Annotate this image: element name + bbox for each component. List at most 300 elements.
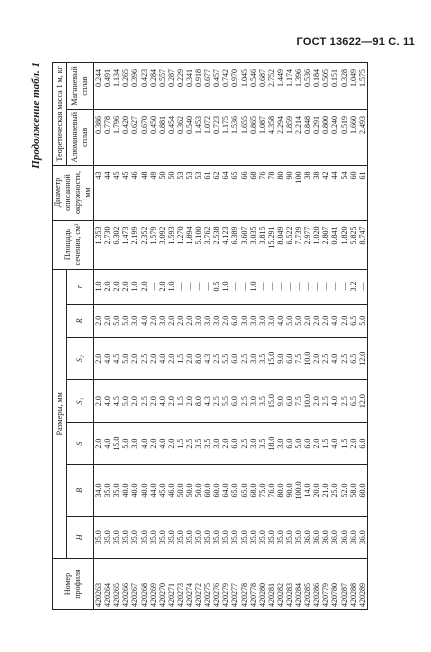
cell-profile-number: 420278	[240, 559, 249, 610]
table-row	[139, 63, 148, 610]
cell-mass-aluminium: 0.362	[176, 110, 185, 166]
cell-r-small: —	[285, 269, 294, 304]
cell-diameter: 100	[294, 165, 303, 220]
cell-diameter: 42	[321, 165, 330, 220]
cell-s2: 12.0	[358, 338, 368, 380]
cell-mass-aluminium: 2.214	[294, 110, 303, 166]
cell-diameter: 62	[212, 165, 221, 220]
cell-diameter: 54	[340, 165, 349, 220]
cell-h: 35.0	[240, 516, 249, 558]
cell-mass-magnesium: 2.752	[267, 63, 276, 110]
cell-s1: 2.0	[167, 380, 176, 422]
cell-s: 3.0	[212, 422, 221, 464]
cell-diameter: 53	[176, 165, 185, 220]
cell-r-big: 3.0	[130, 304, 139, 338]
table-row	[267, 63, 276, 610]
cell-mass-aluminium: 0.627	[130, 110, 139, 166]
table-row	[303, 63, 312, 610]
cell-h: 35.0	[258, 516, 267, 558]
cell-area: 1.270	[176, 220, 185, 269]
cell-profile-number: 420268	[139, 559, 148, 610]
cell-s1: 4.5	[112, 380, 121, 422]
cell-area: 6.389	[230, 220, 239, 269]
cell-mass-magnesium: 0.244	[94, 63, 104, 110]
cell-r-big: 2.0	[303, 304, 312, 338]
cell-s1: 2.5	[321, 380, 330, 422]
cell-r-small: —	[340, 269, 349, 304]
cell-mass-magnesium: 0.536	[303, 63, 312, 110]
cell-r-big: 6.5	[349, 304, 358, 338]
cell-area: 2.199	[130, 220, 139, 269]
cell-s: 5.0	[121, 422, 130, 464]
cell-r-big: 3.0	[258, 304, 267, 338]
cell-mass-magnesium: 1.575	[358, 63, 368, 110]
cell-b: 58.0	[349, 465, 358, 516]
cell-diameter: 78	[267, 165, 276, 220]
cell-s: 3.5	[203, 422, 212, 464]
cell-profile-number: 420265	[112, 559, 121, 610]
cell-h: 35.0	[267, 516, 276, 558]
cell-diameter: 60	[349, 165, 358, 220]
cell-profile-number: 420269	[149, 559, 158, 610]
cell-s2: 2.0	[94, 338, 104, 380]
table-body	[94, 63, 368, 610]
cell-diameter: 38	[312, 165, 321, 220]
cell-r-small: —	[194, 269, 203, 304]
cell-area: 3.607	[240, 220, 249, 269]
cell-s2: 9.0	[276, 338, 285, 380]
cell-mass-magnesium: 0.505	[321, 63, 330, 110]
cell-h: 35.0	[158, 516, 167, 558]
cell-r-small: —	[276, 269, 285, 304]
cell-diameter: 53	[194, 165, 203, 220]
cell-profile-number: 420273	[176, 559, 185, 610]
cell-h: 35.0	[112, 516, 121, 558]
cell-r-small: —	[294, 269, 303, 304]
cell-s: 5.0	[294, 422, 303, 464]
cell-diameter: 38	[303, 165, 312, 220]
cell-s2: 4.3	[203, 338, 212, 380]
cell-area: 8.049	[276, 220, 285, 269]
cell-diameter: 44	[330, 165, 339, 220]
cell-s2: 2.5	[212, 338, 221, 380]
cell-area: 6.522	[285, 220, 294, 269]
cell-area: 2.807	[321, 220, 330, 269]
cell-s2: 6.0	[285, 338, 294, 380]
col-area: Площадь сечения, см²	[53, 220, 94, 269]
cell-mass-magnesium: 0.546	[249, 63, 258, 110]
cell-mass-magnesium: 0.287	[167, 63, 176, 110]
cell-area: 4.123	[221, 220, 230, 269]
table-row	[330, 63, 339, 610]
cell-b: 90.0	[285, 465, 294, 516]
col-diameter: Диаметр описанной окружности, мм	[53, 165, 94, 220]
cell-r-small: 2.0	[139, 269, 148, 304]
cell-mass-aluminium: 0.454	[167, 110, 176, 166]
cell-area: 5.825	[349, 220, 358, 269]
cell-r-small: —	[176, 269, 185, 304]
cell-b: 20.0	[312, 465, 321, 516]
cell-s1: 12.0	[358, 380, 368, 422]
cell-mass-aluminium: 0.540	[185, 110, 194, 166]
table-row	[112, 63, 121, 610]
cell-s: 15.0	[112, 422, 121, 464]
cell-mass-magnesium: 0.457	[212, 63, 221, 110]
cell-r-big: 2.0	[167, 304, 176, 338]
cell-r-small: —	[267, 269, 276, 304]
profile-table	[52, 62, 368, 610]
cell-s1: 15.0	[267, 380, 276, 422]
cell-mass-aluminium: 0.420	[121, 110, 130, 166]
cell-s: 2.5	[185, 422, 194, 464]
cell-s: 2.0	[221, 422, 230, 464]
cell-s2: 3.0	[249, 338, 258, 380]
cell-b: 80.0	[276, 465, 285, 516]
cell-r-small: 2.0	[112, 269, 121, 304]
cell-s2: 1.5	[176, 338, 185, 380]
cell-mass-magnesium: 0.184	[312, 63, 321, 110]
table-row	[130, 63, 139, 610]
cell-s1: 3.0	[249, 380, 258, 422]
cell-r-big: 3.0	[240, 304, 249, 338]
cell-s: 6.0	[285, 422, 294, 464]
cell-b: 44.0	[149, 465, 158, 516]
cell-r-big: 5.0	[294, 304, 303, 338]
cell-mass-magnesium: 1.396	[294, 63, 303, 110]
cell-s: 6.0	[358, 422, 368, 464]
cell-s: 3.0	[130, 422, 139, 464]
cell-area: 15.291	[267, 220, 276, 269]
cell-profile-number: 420289	[358, 559, 368, 610]
col-R: R	[67, 304, 94, 338]
cell-h: 36.0	[340, 516, 349, 558]
cell-profile-number: 420780	[330, 559, 339, 610]
cell-r-small: —	[149, 269, 158, 304]
cell-profile-number: 420277	[230, 559, 239, 610]
cell-diameter: 61	[358, 165, 368, 220]
cell-mass-magnesium: 0.687	[258, 63, 267, 110]
cell-h: 35.0	[176, 516, 185, 558]
cell-r-small: —	[303, 269, 312, 304]
cell-s2: 2.0	[130, 338, 139, 380]
cell-mass-magnesium: 1.134	[112, 63, 121, 110]
cell-r-big: 5.0	[112, 304, 121, 338]
cell-diameter: 45	[112, 165, 121, 220]
cell-s: 2.0	[167, 422, 176, 464]
rotated-table-region	[24, 56, 410, 616]
cell-mass-magnesium: 0.284	[149, 63, 158, 110]
cell-s: 2.5	[240, 422, 249, 464]
cell-h: 35.0	[203, 516, 212, 558]
cell-s: 18.0	[267, 422, 276, 464]
cell-profile-number: 420274	[185, 559, 194, 610]
cell-s2: 2.5	[340, 338, 349, 380]
cell-h: 35.0	[249, 516, 258, 558]
cell-s: 4.0	[158, 422, 167, 464]
cell-area: 3.035	[249, 220, 258, 269]
cell-b: 40.0	[139, 465, 148, 516]
cell-profile-number: 420271	[167, 559, 176, 610]
cell-h: 36.0	[321, 516, 330, 558]
cell-mass-aluminium: 0.848	[303, 110, 312, 166]
cell-profile-number: 420276	[212, 559, 221, 610]
table-row	[349, 63, 358, 610]
cell-s: 3.0	[249, 422, 258, 464]
cell-mass-aluminium: 1.655	[240, 110, 249, 166]
cell-mass-magnesium: 0.918	[194, 63, 203, 110]
cell-h: 35.0	[276, 516, 285, 558]
cell-s2: 2.0	[312, 338, 321, 380]
cell-b: 75.0	[258, 465, 267, 516]
cell-h: 36.0	[303, 516, 312, 558]
cell-h: 35.0	[185, 516, 194, 558]
cell-profile-number: 420283	[285, 559, 294, 610]
cell-s2: 8.0	[194, 338, 203, 380]
cell-s1: 2.0	[312, 380, 321, 422]
cell-h: 35.0	[230, 516, 239, 558]
cell-r-small: 1.0	[249, 269, 258, 304]
cell-mass-aluminium: 1.453	[194, 110, 203, 166]
cell-s2: 5.0	[121, 338, 130, 380]
cell-mass-magnesium: 1.174	[285, 63, 294, 110]
cell-mass-aluminium: 0.865	[249, 110, 258, 166]
cell-profile-number: 420270	[158, 559, 167, 610]
cell-h: 35.0	[149, 516, 158, 558]
col-B: B	[67, 465, 94, 516]
cell-mass-magnesium: 0.970	[230, 63, 239, 110]
cell-s: 2.0	[349, 422, 358, 464]
cell-mass-magnesium: 0.491	[103, 63, 112, 110]
page-header: ГОСТ 13622—91 С. 11	[296, 36, 415, 48]
cell-profile-number: 420284	[294, 559, 303, 610]
cell-h: 36.0	[349, 516, 358, 558]
cell-profile-number: 420779	[321, 559, 330, 610]
cell-s1: 2.0	[185, 380, 194, 422]
cell-h: 35.0	[194, 516, 203, 558]
table-row	[212, 63, 221, 610]
col-S1: S₁	[67, 380, 94, 422]
cell-s2: 6.5	[349, 338, 358, 380]
cell-s1: 2.0	[130, 380, 139, 422]
cell-diameter: 44	[103, 165, 112, 220]
cell-diameter: 53	[185, 165, 194, 220]
cell-profile-number: 420280	[258, 559, 267, 610]
cell-b: 50.0	[176, 465, 185, 516]
cell-s2: 10.0	[303, 338, 312, 380]
cell-r-small: —	[185, 269, 194, 304]
cell-r-big: 3.0	[212, 304, 221, 338]
table-row	[340, 63, 349, 610]
cell-s2: 4.5	[112, 338, 121, 380]
cell-mass-aluminium: 1.536	[230, 110, 239, 166]
cell-r-small: —	[258, 269, 267, 304]
cell-profile-number: 420267	[130, 559, 139, 610]
cell-s: 2.0	[312, 422, 321, 464]
cell-s2: 2.5	[321, 338, 330, 380]
cell-profile-number: 420275	[203, 559, 212, 610]
cell-area: 7.739	[294, 220, 303, 269]
table-row	[176, 63, 185, 610]
cell-s: 2.0	[94, 422, 104, 464]
table-row	[203, 63, 212, 610]
cell-h: 35.0	[139, 516, 148, 558]
cell-s: 2.0	[149, 422, 158, 464]
cell-b: 100.0	[294, 465, 303, 516]
cell-diameter: 66	[240, 165, 249, 220]
cell-b: 50.0	[185, 465, 194, 516]
cell-s2: 2.0	[185, 338, 194, 380]
cell-r-big: 2.0	[176, 304, 185, 338]
col-magnesium: Магниевый сплав	[67, 63, 94, 110]
cell-r-big: 2.0	[321, 304, 330, 338]
cell-mass-aluminium: 2.493	[358, 110, 368, 166]
cell-diameter: 80	[276, 165, 285, 220]
col-H: H	[67, 516, 94, 558]
cell-mass-aluminium: 0.386	[94, 110, 104, 166]
cell-profile-number: 420281	[267, 559, 276, 610]
cell-r-small: 2.0	[121, 269, 130, 304]
cell-r-big: 2.0	[312, 304, 321, 338]
cell-s: 1.5	[321, 422, 330, 464]
cell-diameter: 61	[203, 165, 212, 220]
table-row	[285, 63, 294, 610]
cell-r-big: 4.0	[276, 304, 285, 338]
cell-mass-magnesium: 0.677	[203, 63, 212, 110]
cell-r-small: —	[358, 269, 368, 304]
cell-s1: 4.0	[330, 380, 339, 422]
cell-b: 64.0	[221, 465, 230, 516]
table-row	[158, 63, 167, 610]
cell-s1: 2.0	[94, 380, 104, 422]
cell-mass-aluminium: 0.670	[139, 110, 148, 166]
cell-s: 1.5	[340, 422, 349, 464]
cell-diameter: 76	[258, 165, 267, 220]
cell-area: 1.473	[121, 220, 130, 269]
cell-diameter: 49	[149, 165, 158, 220]
cell-mass-aluminium: 1.072	[203, 110, 212, 166]
cell-diameter: 65	[230, 165, 239, 220]
cell-mass-magnesium: 0.423	[139, 63, 148, 110]
cell-mass-magnesium: 1.045	[240, 63, 249, 110]
cell-s1: 9.0	[276, 380, 285, 422]
cell-s1: 7.5	[294, 380, 303, 422]
cell-s1: 6.5	[349, 380, 358, 422]
col-aluminium: Алюминиевый сплав	[67, 110, 94, 166]
cell-s2: 4.0	[330, 338, 339, 380]
cell-b: 45.0	[158, 465, 167, 516]
cell-area: 1.820	[340, 220, 349, 269]
cell-mass-aluminium: 0.450	[149, 110, 158, 166]
cell-r-small: —	[321, 269, 330, 304]
table-row	[294, 63, 303, 610]
cell-area: 3.762	[203, 220, 212, 269]
cell-b: 40.0	[121, 465, 130, 516]
cell-mass-aluminium: 1.859	[285, 110, 294, 166]
cell-r-big: 2.0	[340, 304, 349, 338]
cell-s2: 2.0	[167, 338, 176, 380]
cell-mass-magnesium: 0.328	[340, 63, 349, 110]
cell-profile-number: 420272	[194, 559, 203, 610]
col-profile-number: Номер профиля	[53, 559, 94, 610]
cell-s2: 15.0	[267, 338, 276, 380]
table-row	[103, 63, 112, 610]
cell-mass-aluminium: 1.087	[258, 110, 267, 166]
cell-h: 36.0	[330, 516, 339, 558]
cell-s: 4.0	[103, 422, 112, 464]
cell-r-big: 5.0	[121, 304, 130, 338]
cell-profile-number: 420263	[94, 559, 104, 610]
cell-b: 35.0	[103, 465, 112, 516]
cell-r-big: 6.0	[230, 304, 239, 338]
cell-profile-number: 420288	[349, 559, 358, 610]
cell-s1: 1.5	[176, 380, 185, 422]
cell-area: 1.353	[94, 220, 104, 269]
table-row	[221, 63, 230, 610]
cell-profile-number: 420266	[121, 559, 130, 610]
col-dimensions-group: Размеры, мм	[53, 269, 67, 558]
col-S2: S₂	[67, 338, 94, 380]
cell-diameter: 46	[130, 165, 139, 220]
cell-r-small: 2.0	[103, 269, 112, 304]
cell-r-small: —	[203, 269, 212, 304]
cell-b: 60.0	[203, 465, 212, 516]
cell-s: 4.0	[330, 422, 339, 464]
cell-area: 2.538	[212, 220, 221, 269]
cell-s1: 5.5	[221, 380, 230, 422]
cell-mass-aluminium: 4.358	[267, 110, 276, 166]
cell-mass-aluminium: 0.240	[330, 110, 339, 166]
cell-mass-aluminium: 1.175	[221, 110, 230, 166]
cell-area: 2.977	[303, 220, 312, 269]
cell-mass-aluminium: 2.294	[276, 110, 285, 166]
cell-b: 60.0	[358, 465, 368, 516]
cell-profile-number: 420778	[249, 559, 258, 610]
cell-h: 35.0	[285, 516, 294, 558]
cell-s1: 6.0	[285, 380, 294, 422]
table-row	[149, 63, 158, 610]
cell-r-small: 1.0	[167, 269, 176, 304]
table-row	[240, 63, 249, 610]
cell-s2: 2.5	[240, 338, 249, 380]
cell-mass-magnesium: 0.396	[130, 63, 139, 110]
cell-s1: 4.0	[158, 380, 167, 422]
cell-b: 65.0	[230, 465, 239, 516]
cell-r-big: 3.0	[249, 304, 258, 338]
cell-s2: 7.5	[294, 338, 303, 380]
cell-b: 76.0	[267, 465, 276, 516]
table-row	[312, 63, 321, 610]
table-row	[185, 63, 194, 610]
cell-r-small: 3.2	[349, 269, 358, 304]
cell-area: 2.730	[103, 220, 112, 269]
cell-area: 1.579	[149, 220, 158, 269]
cell-b: 46.0	[167, 465, 176, 516]
cell-s2: 4.0	[158, 338, 167, 380]
cell-s: 1.5	[176, 422, 185, 464]
cell-diameter: 68	[249, 165, 258, 220]
cell-profile-number: 420286	[312, 559, 321, 610]
cell-s1: 5.0	[121, 380, 130, 422]
cell-mass-magnesium: 0.229	[176, 63, 185, 110]
cell-area: 1.020	[312, 220, 321, 269]
cell-mass-aluminium: 1.660	[349, 110, 358, 166]
cell-mass-magnesium: 0.151	[330, 63, 339, 110]
cell-area: 8.747	[358, 220, 368, 269]
cell-diameter: 90	[285, 165, 294, 220]
cell-s1: 2.5	[340, 380, 349, 422]
cell-r-big: 3.0	[194, 304, 203, 338]
cell-r-big: 2.0	[103, 304, 112, 338]
